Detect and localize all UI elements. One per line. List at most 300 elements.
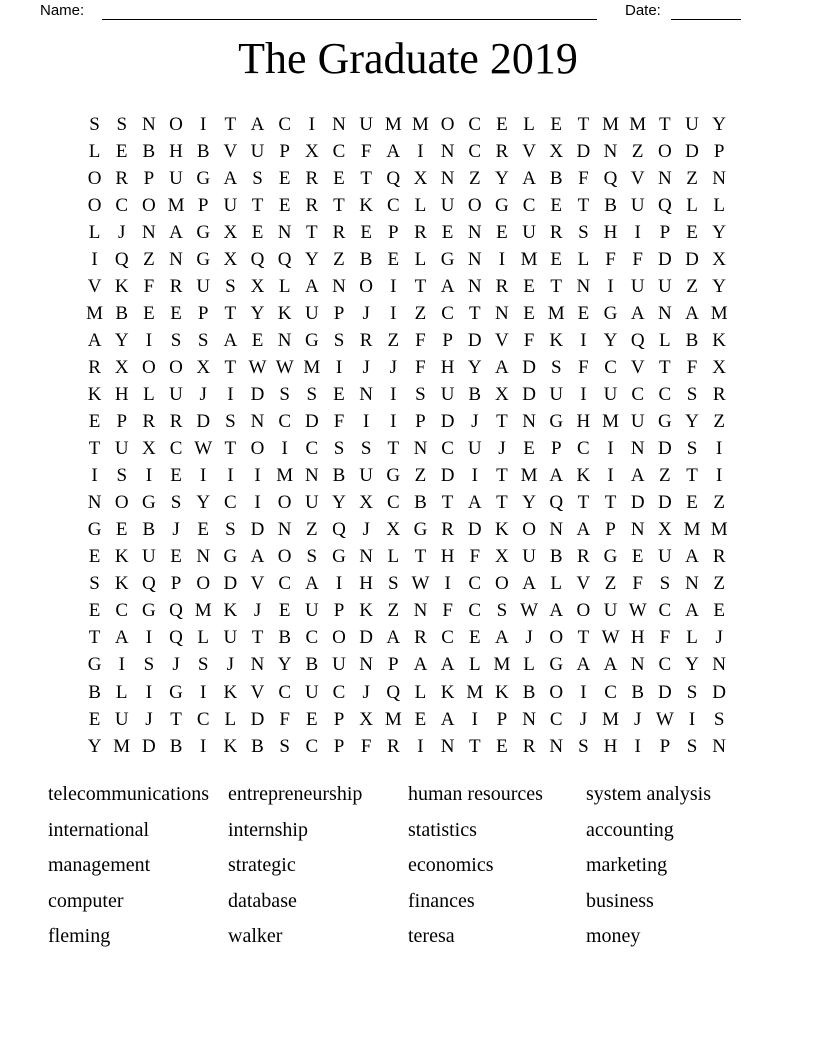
grid-cell: K (359, 194, 373, 216)
grid-cell: X (196, 356, 211, 378)
word-list-column (48, 777, 226, 955)
grid-cell: S (360, 438, 372, 460)
grid-cell: U (657, 275, 672, 297)
grid-cell: U (142, 546, 156, 568)
grid-cell: Y (196, 492, 211, 514)
grid-cell: L (115, 681, 128, 703)
grid-cell: I (580, 329, 587, 351)
word-list-column (408, 777, 586, 955)
grid-cell: S (197, 329, 209, 351)
grid-cell: L (88, 140, 101, 162)
grid-cell: U (196, 275, 211, 297)
grid-cell: M (520, 465, 538, 487)
grid-cell: J (199, 383, 207, 405)
grid-cell: M (520, 248, 538, 270)
grid-cell: M (602, 113, 619, 135)
grid-cell: C (305, 627, 319, 649)
grid-cell: H (359, 573, 373, 595)
grid-cell: A (386, 627, 401, 649)
grid-cell: I (145, 627, 153, 649)
grid-cell: I (471, 708, 478, 730)
grid-cell: B (414, 492, 427, 514)
grid-cell: T (224, 302, 237, 324)
grid-cell: V (250, 573, 265, 595)
grid-cell: P (388, 221, 399, 243)
grid-cell: W (411, 573, 430, 595)
grid-cell: I (145, 465, 153, 487)
grid-cell: F (442, 600, 453, 622)
grid-cell: U (223, 194, 238, 216)
grid-cell: I (390, 275, 397, 297)
grid-cell: E (333, 167, 345, 189)
grid-cell: R (142, 411, 156, 433)
grid-cell: N (712, 654, 727, 676)
grid-cell: P (605, 519, 616, 541)
grid-cell: L (468, 654, 481, 676)
grid-cell: C (169, 438, 183, 460)
grid-cell: C (305, 438, 319, 460)
grid-cell: D (657, 492, 672, 514)
grid-cell: J (389, 356, 397, 378)
grid-cell: U (549, 383, 564, 405)
grid-cell: G (142, 492, 156, 514)
word-list-item: marketing (586, 854, 668, 877)
grid-cell: E (468, 627, 481, 649)
grid-cell: G (495, 194, 509, 216)
grid-cell: B (115, 302, 129, 324)
grid-cell: U (440, 194, 455, 216)
grid-cell: Q (142, 573, 156, 595)
grid-cell: J (172, 654, 180, 676)
grid-cell: E (686, 492, 698, 514)
grid-cell: N (196, 546, 211, 568)
grid-cell: R (359, 329, 373, 351)
grid-cell: A (522, 167, 536, 189)
grid-cell: E (360, 221, 372, 243)
grid-cell: I (417, 140, 424, 162)
grid-cell: E (88, 411, 101, 433)
grid-cell: Q (549, 492, 564, 514)
grid-cell: N (522, 411, 536, 433)
grid-cell: E (306, 708, 318, 730)
grid-cell: P (415, 411, 426, 433)
grid-cell: K (223, 600, 238, 622)
grid-cell: F (415, 356, 426, 378)
grid-cell: A (576, 654, 591, 676)
grid-cell: E (115, 519, 128, 541)
grid-cell: C (631, 383, 645, 405)
grid-cell: M (194, 600, 212, 622)
grid-cell: E (278, 600, 291, 622)
grid-cell: W (628, 600, 647, 622)
grid-cell: A (169, 221, 183, 243)
grid-cell: O (277, 492, 292, 514)
grid-cell: E (577, 302, 590, 324)
grid-cell: L (550, 573, 563, 595)
grid-cell: F (143, 275, 155, 297)
grid-cell: S (686, 681, 698, 703)
grid-cell: G (87, 519, 102, 541)
word-list-item: economics (408, 854, 494, 877)
grid-cell: P (333, 600, 345, 622)
grid-cell: B (142, 519, 156, 541)
word-list-item: database (228, 889, 297, 912)
grid-cell: Y (522, 492, 536, 514)
grid-cell: E (441, 221, 454, 243)
word-list-item: finances (408, 889, 475, 912)
grid-cell: U (467, 438, 482, 460)
grid-cell: N (440, 140, 455, 162)
grid-cell: X (712, 356, 727, 378)
grid-cell: D (522, 383, 536, 405)
grid-cell: M (493, 654, 511, 676)
grid-cell: P (333, 302, 345, 324)
grid-cell: O (495, 573, 509, 595)
grid-cell: Q (114, 248, 129, 270)
grid-cell: Y (603, 329, 618, 351)
grid-cell: B (631, 681, 645, 703)
grid-cell: T (170, 708, 182, 730)
grid-cell: T (387, 438, 400, 460)
grid-cell: M (86, 302, 104, 324)
grid-cell: A (413, 654, 428, 676)
grid-cell: C (604, 356, 617, 378)
grid-cell: Y (467, 356, 482, 378)
grid-cell: I (390, 302, 397, 324)
grid-cell: F (578, 356, 589, 378)
grid-cell: E (496, 113, 508, 135)
grid-cell: Y (277, 654, 292, 676)
grid-cell: I (444, 573, 451, 595)
grid-cell: G (196, 167, 211, 189)
grid-cell: X (223, 248, 238, 270)
grid-cell: M (384, 708, 402, 730)
grid-cell: D (576, 140, 591, 162)
grid-cell: W (248, 356, 267, 378)
grid-cell: D (250, 383, 265, 405)
grid-cell: S (306, 546, 318, 568)
grid-cell: R (414, 627, 427, 649)
grid-cell: C (332, 681, 346, 703)
grid-cell: K (87, 383, 102, 405)
grid-cell: Y (712, 221, 727, 243)
grid-cell: N (712, 735, 727, 757)
grid-cell: L (523, 654, 535, 676)
grid-cell: U (169, 167, 183, 189)
grid-cell: O (549, 627, 564, 649)
grid-cell: M (276, 465, 294, 487)
grid-cell: B (142, 140, 156, 162)
grid-cell: D (685, 140, 699, 162)
word-list-item: accounting (586, 818, 674, 841)
grid-cell: F (469, 546, 481, 568)
grid-cell: U (603, 600, 618, 622)
grid-cell: R (305, 167, 319, 189)
grid-cell: M (384, 113, 402, 135)
grid-cell: Q (657, 194, 672, 216)
grid-cell: O (250, 438, 265, 460)
grid-cell: N (413, 438, 428, 460)
name-label: Name: (40, 2, 85, 19)
grid-cell: X (386, 519, 401, 541)
grid-cell: Z (713, 492, 725, 514)
grid-cell: U (304, 681, 319, 703)
grid-cell: G (196, 221, 211, 243)
grid-cell: Q (169, 627, 183, 649)
grid-cell: T (441, 492, 454, 514)
grid-cell: A (630, 302, 645, 324)
grid-cell: Y (250, 302, 265, 324)
grid-cell: S (550, 356, 562, 378)
grid-cell: A (685, 600, 699, 622)
grid-cell: C (278, 681, 292, 703)
grid-cell: E (713, 600, 725, 622)
grid-cell: L (686, 194, 698, 216)
grid-cell: I (308, 113, 315, 135)
grid-cell: E (143, 302, 155, 324)
grid-cell: D (657, 681, 672, 703)
grid-cell: U (114, 708, 129, 730)
grid-cell: V (522, 140, 536, 162)
grid-cell: E (88, 546, 101, 568)
grid-cell: S (686, 735, 698, 757)
grid-cell: P (197, 194, 209, 216)
grid-cell: T (224, 356, 237, 378)
grid-cell: U (304, 492, 319, 514)
grid-cell: U (440, 383, 455, 405)
word-list-column (586, 777, 764, 955)
grid-cell: E (88, 600, 101, 622)
grid-cell: S (225, 275, 236, 297)
grid-cell: N (332, 275, 346, 297)
grid-cell: I (498, 248, 506, 270)
grid-cell: P (659, 221, 671, 243)
grid-cell: T (686, 465, 698, 487)
grid-cell: Z (414, 465, 427, 487)
grid-cell: O (87, 194, 102, 216)
grid-cell: Z (387, 600, 400, 622)
grid-cell: J (498, 438, 506, 460)
grid-cell: X (495, 383, 509, 405)
grid-cell: M (547, 302, 565, 324)
grid-cell: W (601, 627, 620, 649)
grid-cell: G (440, 248, 455, 270)
grid-cell: I (254, 465, 261, 487)
grid-cell: M (466, 681, 484, 703)
grid-cell: G (386, 465, 401, 487)
grid-cell: V (630, 356, 645, 378)
grid-cell: B (468, 383, 482, 405)
grid-cell: S (225, 519, 236, 541)
grid-cell: R (495, 275, 509, 297)
grid-cell: P (713, 140, 725, 162)
grid-cell: U (630, 194, 645, 216)
grid-cell: O (467, 194, 482, 216)
grid-cell: C (386, 492, 400, 514)
grid-cell: T (414, 275, 427, 297)
grid-cell: R (495, 140, 509, 162)
grid-cell: K (495, 681, 509, 703)
grid-cell: G (603, 546, 618, 568)
grid-cell: T (496, 411, 508, 433)
grid-cell: U (685, 113, 699, 135)
grid-cell: Q (332, 519, 346, 541)
grid-cell: N (630, 654, 645, 676)
grid-cell: I (145, 329, 153, 351)
grid-cell: N (549, 735, 564, 757)
grid-cell: B (88, 681, 101, 703)
grid-cell: N (467, 275, 482, 297)
grid-cell: E (496, 735, 508, 757)
grid-cell: L (88, 221, 101, 243)
grid-cell: I (227, 383, 234, 405)
grid-cell: X (359, 708, 373, 730)
grid-cell: W (655, 708, 674, 730)
page-title: The Graduate 2019 (238, 34, 578, 83)
grid-cell: N (142, 113, 156, 135)
grid-cell: A (495, 627, 509, 649)
grid-cell: S (197, 654, 209, 676)
grid-cell: C (115, 600, 129, 622)
grid-cell: T (550, 275, 563, 297)
grid-cell: T (251, 194, 264, 216)
grid-cell: A (87, 329, 102, 351)
grid-cell: B (305, 654, 319, 676)
word-list-item: teresa (408, 925, 455, 948)
grid-cell: G (657, 411, 672, 433)
grid-cell: N (657, 302, 672, 324)
grid-cell: T (659, 356, 671, 378)
grid-cell: K (114, 275, 129, 297)
grid-cell: F (659, 627, 671, 649)
grid-cell: T (496, 492, 508, 514)
grid-cell: L (414, 681, 427, 703)
grid-cell: Z (631, 140, 644, 162)
grid-cell: S (225, 411, 236, 433)
word-list-item: international (48, 818, 150, 841)
grid-cell: N (685, 573, 699, 595)
grid-cell: Z (713, 411, 725, 433)
grid-cell: I (91, 465, 98, 487)
grid-cell: U (304, 600, 319, 622)
grid-cell: A (250, 113, 265, 135)
grid-cell: G (332, 546, 346, 568)
grid-cell: E (88, 708, 101, 730)
grid-cell: C (468, 600, 482, 622)
grid-cell: L (278, 275, 291, 297)
grid-cell: F (360, 140, 372, 162)
date-label: Date: (625, 2, 661, 19)
grid-cell: O (332, 627, 346, 649)
grid-cell: T (306, 221, 318, 243)
grid-cell: M (710, 302, 728, 324)
grid-cell: U (657, 546, 672, 568)
grid-cell: J (172, 519, 180, 541)
grid-cell: Y (332, 492, 346, 514)
grid-cell: U (114, 438, 129, 460)
grid-cell: I (607, 465, 614, 487)
grid-cell: L (387, 546, 400, 568)
grid-cell: K (712, 329, 727, 351)
grid-cell: S (143, 654, 155, 676)
grid-cell: C (332, 140, 346, 162)
grid-cell: T (496, 465, 508, 487)
grid-cell: K (277, 302, 292, 324)
grid-cell: C (658, 654, 672, 676)
grid-cell: V (250, 681, 265, 703)
grid-cell: A (440, 708, 455, 730)
grid-cell: M (602, 411, 619, 433)
grid-cell: Z (468, 167, 481, 189)
grid-cell: A (223, 329, 238, 351)
grid-cell: X (413, 167, 428, 189)
grid-cell: C (441, 438, 454, 460)
grid-cell: L (523, 113, 535, 135)
grid-cell: P (496, 708, 508, 730)
grid-cell: R (549, 221, 563, 243)
grid-cell: R (712, 383, 726, 405)
grid-cell: B (332, 465, 346, 487)
grid-cell: G (223, 546, 238, 568)
grid-cell: R (305, 194, 319, 216)
grid-cell: J (362, 681, 370, 703)
grid-cell: J (362, 356, 370, 378)
grid-cell: F (523, 329, 535, 351)
grid-cell: N (277, 519, 292, 541)
grid-cell: V (576, 573, 591, 595)
grid-cell: E (631, 546, 644, 568)
grid-cell: Y (685, 411, 699, 433)
grid-cell: J (118, 221, 126, 243)
grid-cell: D (657, 438, 672, 460)
grid-cell: F (279, 708, 290, 730)
grid-cell: X (495, 546, 509, 568)
grid-cell: W (194, 438, 213, 460)
grid-cell: K (495, 519, 509, 541)
grid-cell: F (360, 735, 372, 757)
grid-cell: U (359, 113, 373, 135)
grid-cell: C (305, 735, 319, 757)
grid-cell: T (414, 546, 427, 568)
grid-cell: A (495, 356, 509, 378)
grid-cell: L (414, 194, 427, 216)
grid-cell: C (468, 573, 482, 595)
grid-cell: Z (659, 465, 671, 487)
grid-cell: J (145, 708, 153, 730)
grid-cell: A (630, 465, 645, 487)
grid-cell: O (169, 356, 183, 378)
grid-cell: T (577, 113, 590, 135)
grid-cell: I (200, 113, 207, 135)
grid-cell: N (413, 600, 428, 622)
grid-cell: S (116, 465, 128, 487)
grid-cell: U (522, 221, 536, 243)
grid-cell: N (657, 167, 672, 189)
grid-cell: S (252, 167, 263, 189)
grid-cell: O (657, 140, 672, 162)
grid-cell: G (196, 248, 211, 270)
grid-cell: C (658, 383, 672, 405)
grid-cell: P (442, 329, 453, 351)
grid-cell: I (335, 356, 343, 378)
grid-cell: T (659, 113, 671, 135)
grid-cell: D (440, 465, 455, 487)
word-list-item: entrepreneurship (228, 783, 363, 805)
grid-cell: Q (386, 167, 401, 189)
grid-cell: K (114, 573, 129, 595)
grid-cell: M (412, 113, 429, 135)
grid-cell: N (142, 221, 156, 243)
